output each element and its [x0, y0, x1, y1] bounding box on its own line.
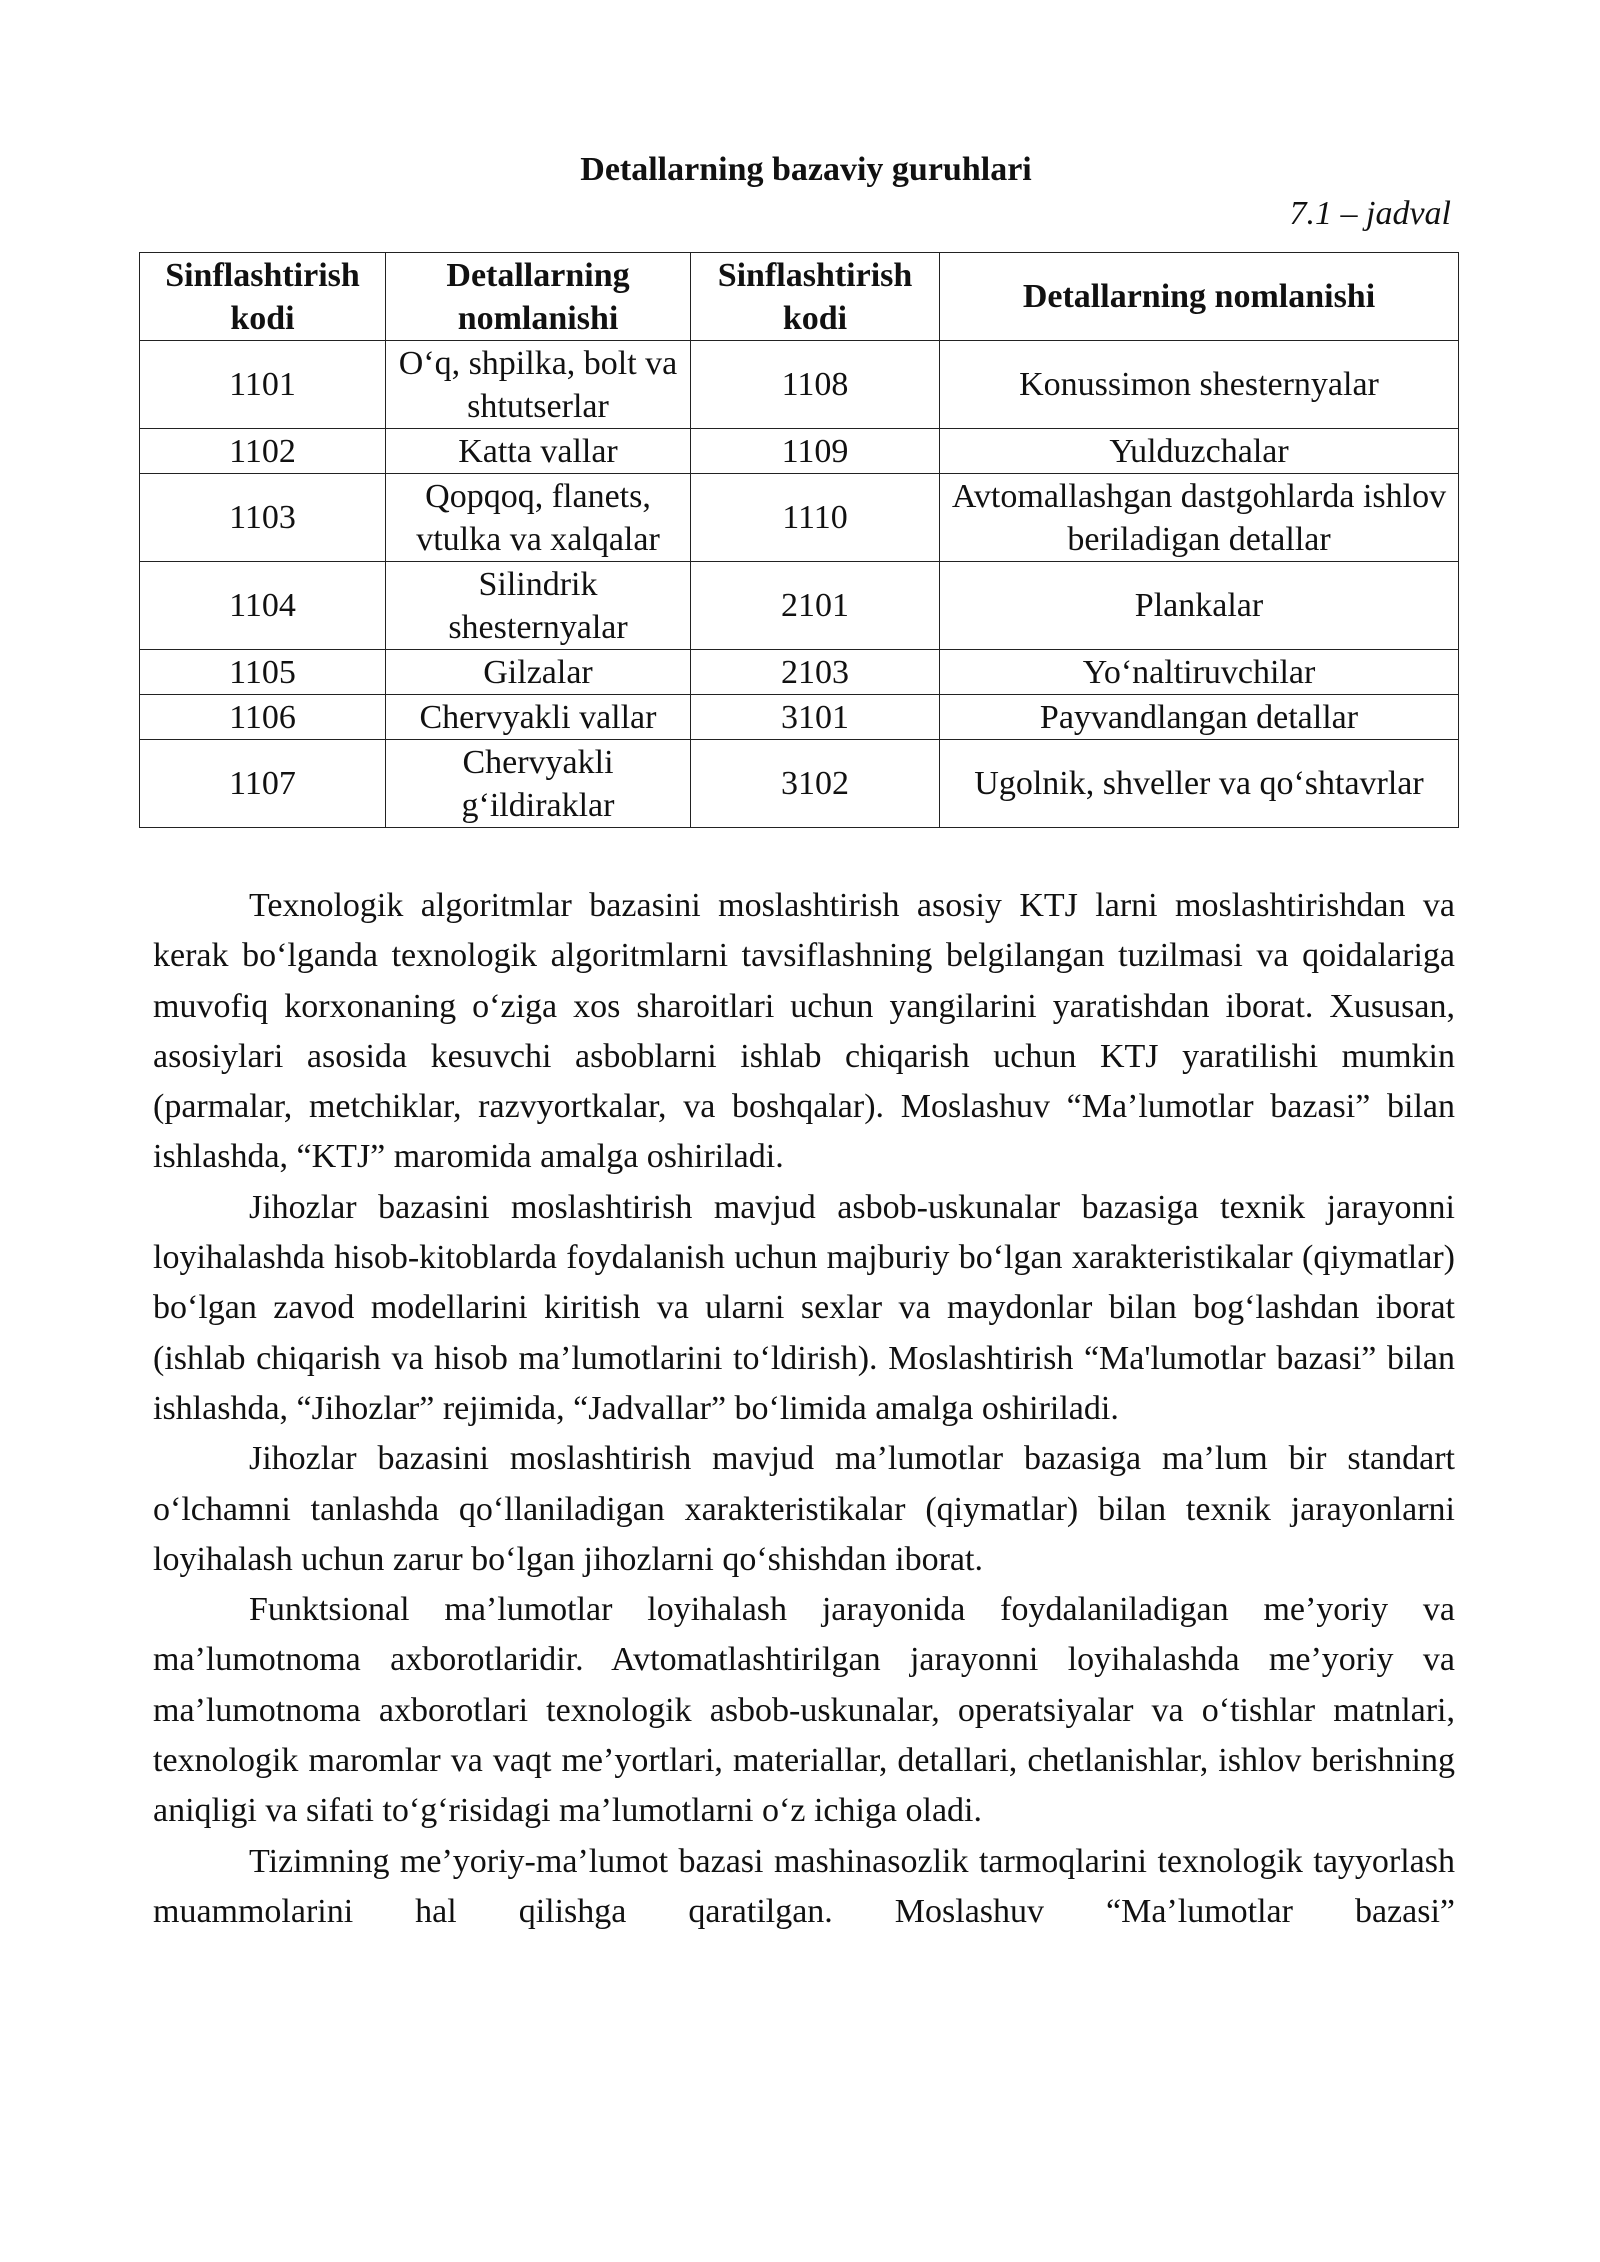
cell-code: 1110	[691, 474, 940, 562]
cell-code: 2101	[691, 562, 940, 650]
cell-name: Plankalar	[940, 562, 1459, 650]
cell-name: Katta vallar	[386, 429, 691, 474]
cell-code: 2103	[691, 650, 940, 695]
cell-name: Avtomallashgan dastgohlarda ishlov beriladigan detallar	[940, 474, 1459, 562]
cell-code: 3101	[691, 695, 940, 740]
paragraph: Funktsional ma’lumotlar loyihalash jarayonida foydalaniladigan me’yoriy va ma’lumotnoma axborotlaridir. Avtomatlashtirilgan jarayonni loyihalashda me’yoriy va ma’lumotnoma axborotlari texnologik asbob-uskunalar, operatsiyalar va o‘tishlar matnlari, texnologik maromlar va vaqt me’yortlari, materiallar, detallari, chetlanishlar, ishlov berishning aniqligi va sifati to‘g‘risidagi ma’lumotlarni o‘z ichiga oladi.	[153, 1591, 1455, 1830]
cell-code: 1101	[140, 341, 386, 429]
cell-code: 1109	[691, 429, 940, 474]
paragraph: Texnologik algoritmlar bazasini moslashtirish asosiy KTJ larni moslashtirishdan va kerak bo‘lganda texnologik algoritmlarni tavsiflashning belgilangan tuzilmasi va qoidalariga muvofiq korxonaning o‘ziga xos sharoitlari uchun yangilarini yaratishdan iborat. Xususan, asosiylari asosida kesuvchi asboblarni ishlab chiqarish uchun KTJ yaratilishi mumkin (parmalar, metchiklar, razvyortkalar, va boshqalar). Moslashuv “Ma’lumotlar bazasi” bilan ishlashda, “KTJ” maromida amalga oshiriladi.	[153, 887, 1455, 1176]
table-row	[140, 695, 1459, 740]
cell-name: Payvandlangan detallar	[940, 695, 1459, 740]
cell-code: 1103	[140, 474, 386, 562]
table-header-row	[140, 253, 1459, 341]
cell-code: 1107	[140, 740, 386, 828]
header-code-2: Sinflashtirish kodi	[691, 253, 940, 341]
cell-code: 1102	[140, 429, 386, 474]
cell-name: Ugolnik, shveller va qo‘shtavrlar	[940, 740, 1459, 828]
parts-groups-table	[139, 252, 1459, 828]
cell-name: Gilzalar	[386, 650, 691, 695]
table-number: 7.1 – jadval	[1289, 195, 1451, 232]
paragraph: Tizimning me’yoriy-ma’lumot bazasi mashinasozlik tarmoqlarini texnologik tayyorlash muammolarini hal qilishga qaratilgan. Moslashuv “Ma’lumotlar bazasi”	[153, 1842, 1455, 1930]
cell-name: Chervyakli vallar	[386, 695, 691, 740]
document-page	[153, 148, 1455, 1930]
header-code-1: Sinflashtirish kodi	[140, 253, 386, 341]
table-row	[140, 650, 1459, 695]
cell-name: Silindrik shesternyalar	[386, 562, 691, 650]
cell-code: 3102	[691, 740, 940, 828]
cell-name: Yo‘naltiruvchilar	[940, 650, 1459, 695]
cell-name: Konussimon shesternyalar	[940, 341, 1459, 429]
paragraph: Jihozlar bazasini moslashtirish mavjud ma’lumotlar bazasiga ma’lum bir standart o‘lchamni tanlashda qo‘llaniladigan xarakteristikalar (qiymatlar) bilan texnik jarayonlarni loyihalash uchun zarur bo‘lgan jihozlarni qo‘shishdan iborat.	[153, 1440, 1455, 1578]
body-text	[153, 881, 1455, 1937]
table-row	[140, 341, 1459, 429]
table-title: Detallarning bazaviy guruhlari	[580, 151, 1032, 188]
cell-name: O‘q, shpilka, bolt va shtutserlar	[386, 341, 691, 429]
cell-name: Yulduzchalar	[940, 429, 1459, 474]
cell-code: 1106	[140, 695, 386, 740]
cell-code: 1108	[691, 341, 940, 429]
cell-name: Chervyakli g‘ildiraklar	[386, 740, 691, 828]
table-row	[140, 474, 1459, 562]
table-row	[140, 429, 1459, 474]
table-row	[140, 740, 1459, 828]
paragraph: Jihozlar bazasini moslashtirish mavjud asbob-uskunalar bazasiga texnik jarayonni loyihalashda hisob-kitoblarda foydalanish uchun majburiy bo‘lgan xarakteristikalar (qiymatlar) bo‘lgan zavod modellarini kiritish va ularni sexlar va maydonlar bilan bog‘lashdan iborat (ishlab chiqarish va hisob ma’lumotlarini to‘ldirish). Moslashtirish “Ma'lumotlar bazasi” bilan ishlashda, “Jihozlar” rejimida, “Jadvallar” bo‘limida amalga oshiriladi.	[153, 1188, 1455, 1427]
cell-code: 1104	[140, 562, 386, 650]
header-name-1: Detallarning nomlanishi	[386, 253, 691, 341]
cell-name: Qopqoq, flanets, vtulka va xalqalar	[386, 474, 691, 562]
table-row	[140, 562, 1459, 650]
header-name-2: Detallarning nomlanishi	[940, 253, 1459, 341]
cell-code: 1105	[140, 650, 386, 695]
